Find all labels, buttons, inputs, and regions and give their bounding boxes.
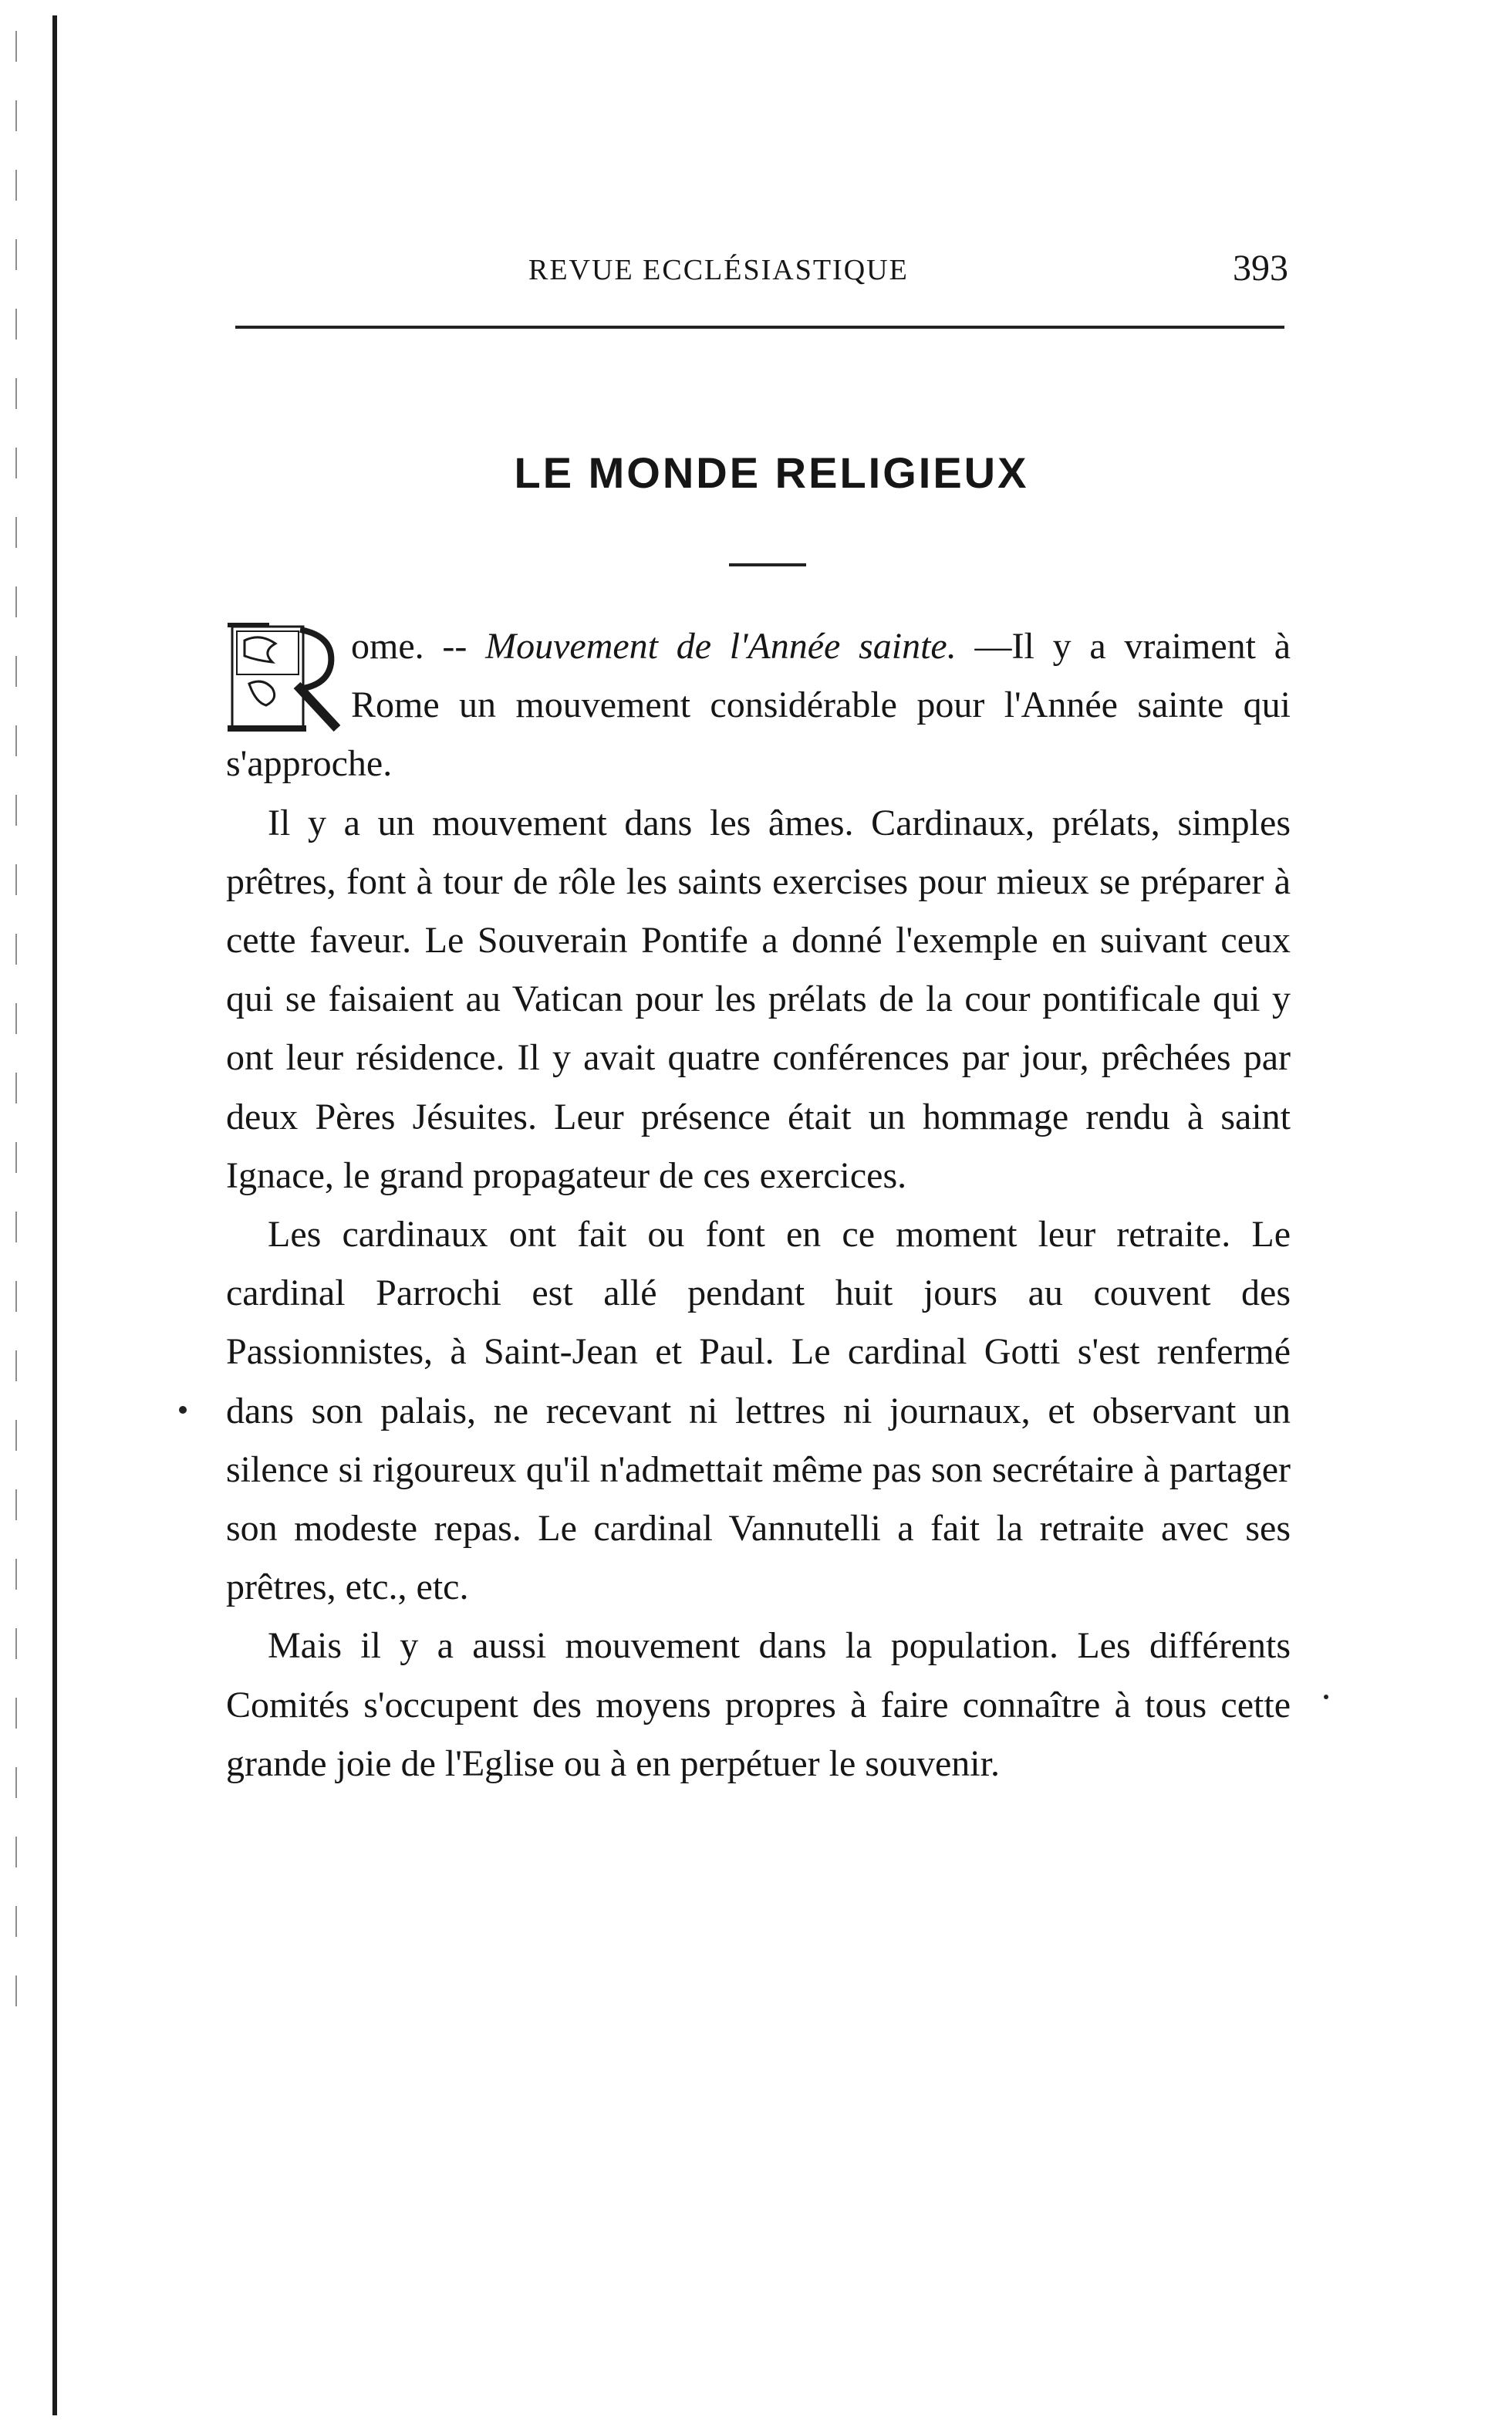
opening-text: —Il y a vraiment à Rome un mouvement considérable pour l'Année sainte qui s'approche. [226,626,1291,785]
article-body [226,617,1291,1793]
dropcap-r-icon [226,622,340,732]
paragraph: Mais il y a aussi mouvement dans la population. Les différents Comités s'occupent des moyens propres à faire connaître à tous cette grande joie de l'Eglise ou à en perpétuer le souvenir. [226,1625,1291,1784]
rubric: Mouvement de l'Année sainte. [485,626,957,667]
margin-mark [179,1406,187,1414]
paragraph: Les cardinaux ont fait ou font en ce moment leur retraite. Le cardinal Parrochi est allé pendant huit jours au couvent des Passionnistes, à Saint-Jean et Paul. Le cardinal Gotti s'est renfermé dans son palais, ne recevant ni lettres ni journaux, et observant un silence si rigoureux qu'il n'admettait même pas son secrétaire à partager son modeste repas. Le cardinal Vannutelli a fait la retraite avec ses prêtres, etc., etc. [226,1214,1291,1608]
running-title: REVUE ECCLÉSIASTIQUE [528,254,909,286]
binding-edge-line [52,15,57,2415]
opening-rest: ome. -- [351,626,467,667]
margin-mark [1324,1695,1328,1699]
page-header [231,248,1288,299]
section-title: LE MONDE RELIGIEUX [514,448,1029,497]
opening-paragraph [226,617,1291,794]
page-number: 393 [1233,248,1288,289]
title-rule [729,563,806,566]
paragraph: Il y a un mouvement dans les âmes. Cardinaux, prélats, simples prêtres, font à tour de rôle les saints exercises pour mieux se préparer à cette faveur. Le Souverain Pontife a donné l'exemple en suivant ceux qui se faisaient au Vatican pour les prélats de la cour pontificale qui y ont leur résidence. Il y avait quatre conférences par jour, prêchées par deux Pères Jésuites. Leur présence était un hommage rendu à saint Ignace, le grand propagateur de ces exercices. [226,802,1291,1196]
dropcap-ornament [226,622,340,732]
binding-edge-marks [15,31,17,2037]
header-rule [235,326,1284,329]
